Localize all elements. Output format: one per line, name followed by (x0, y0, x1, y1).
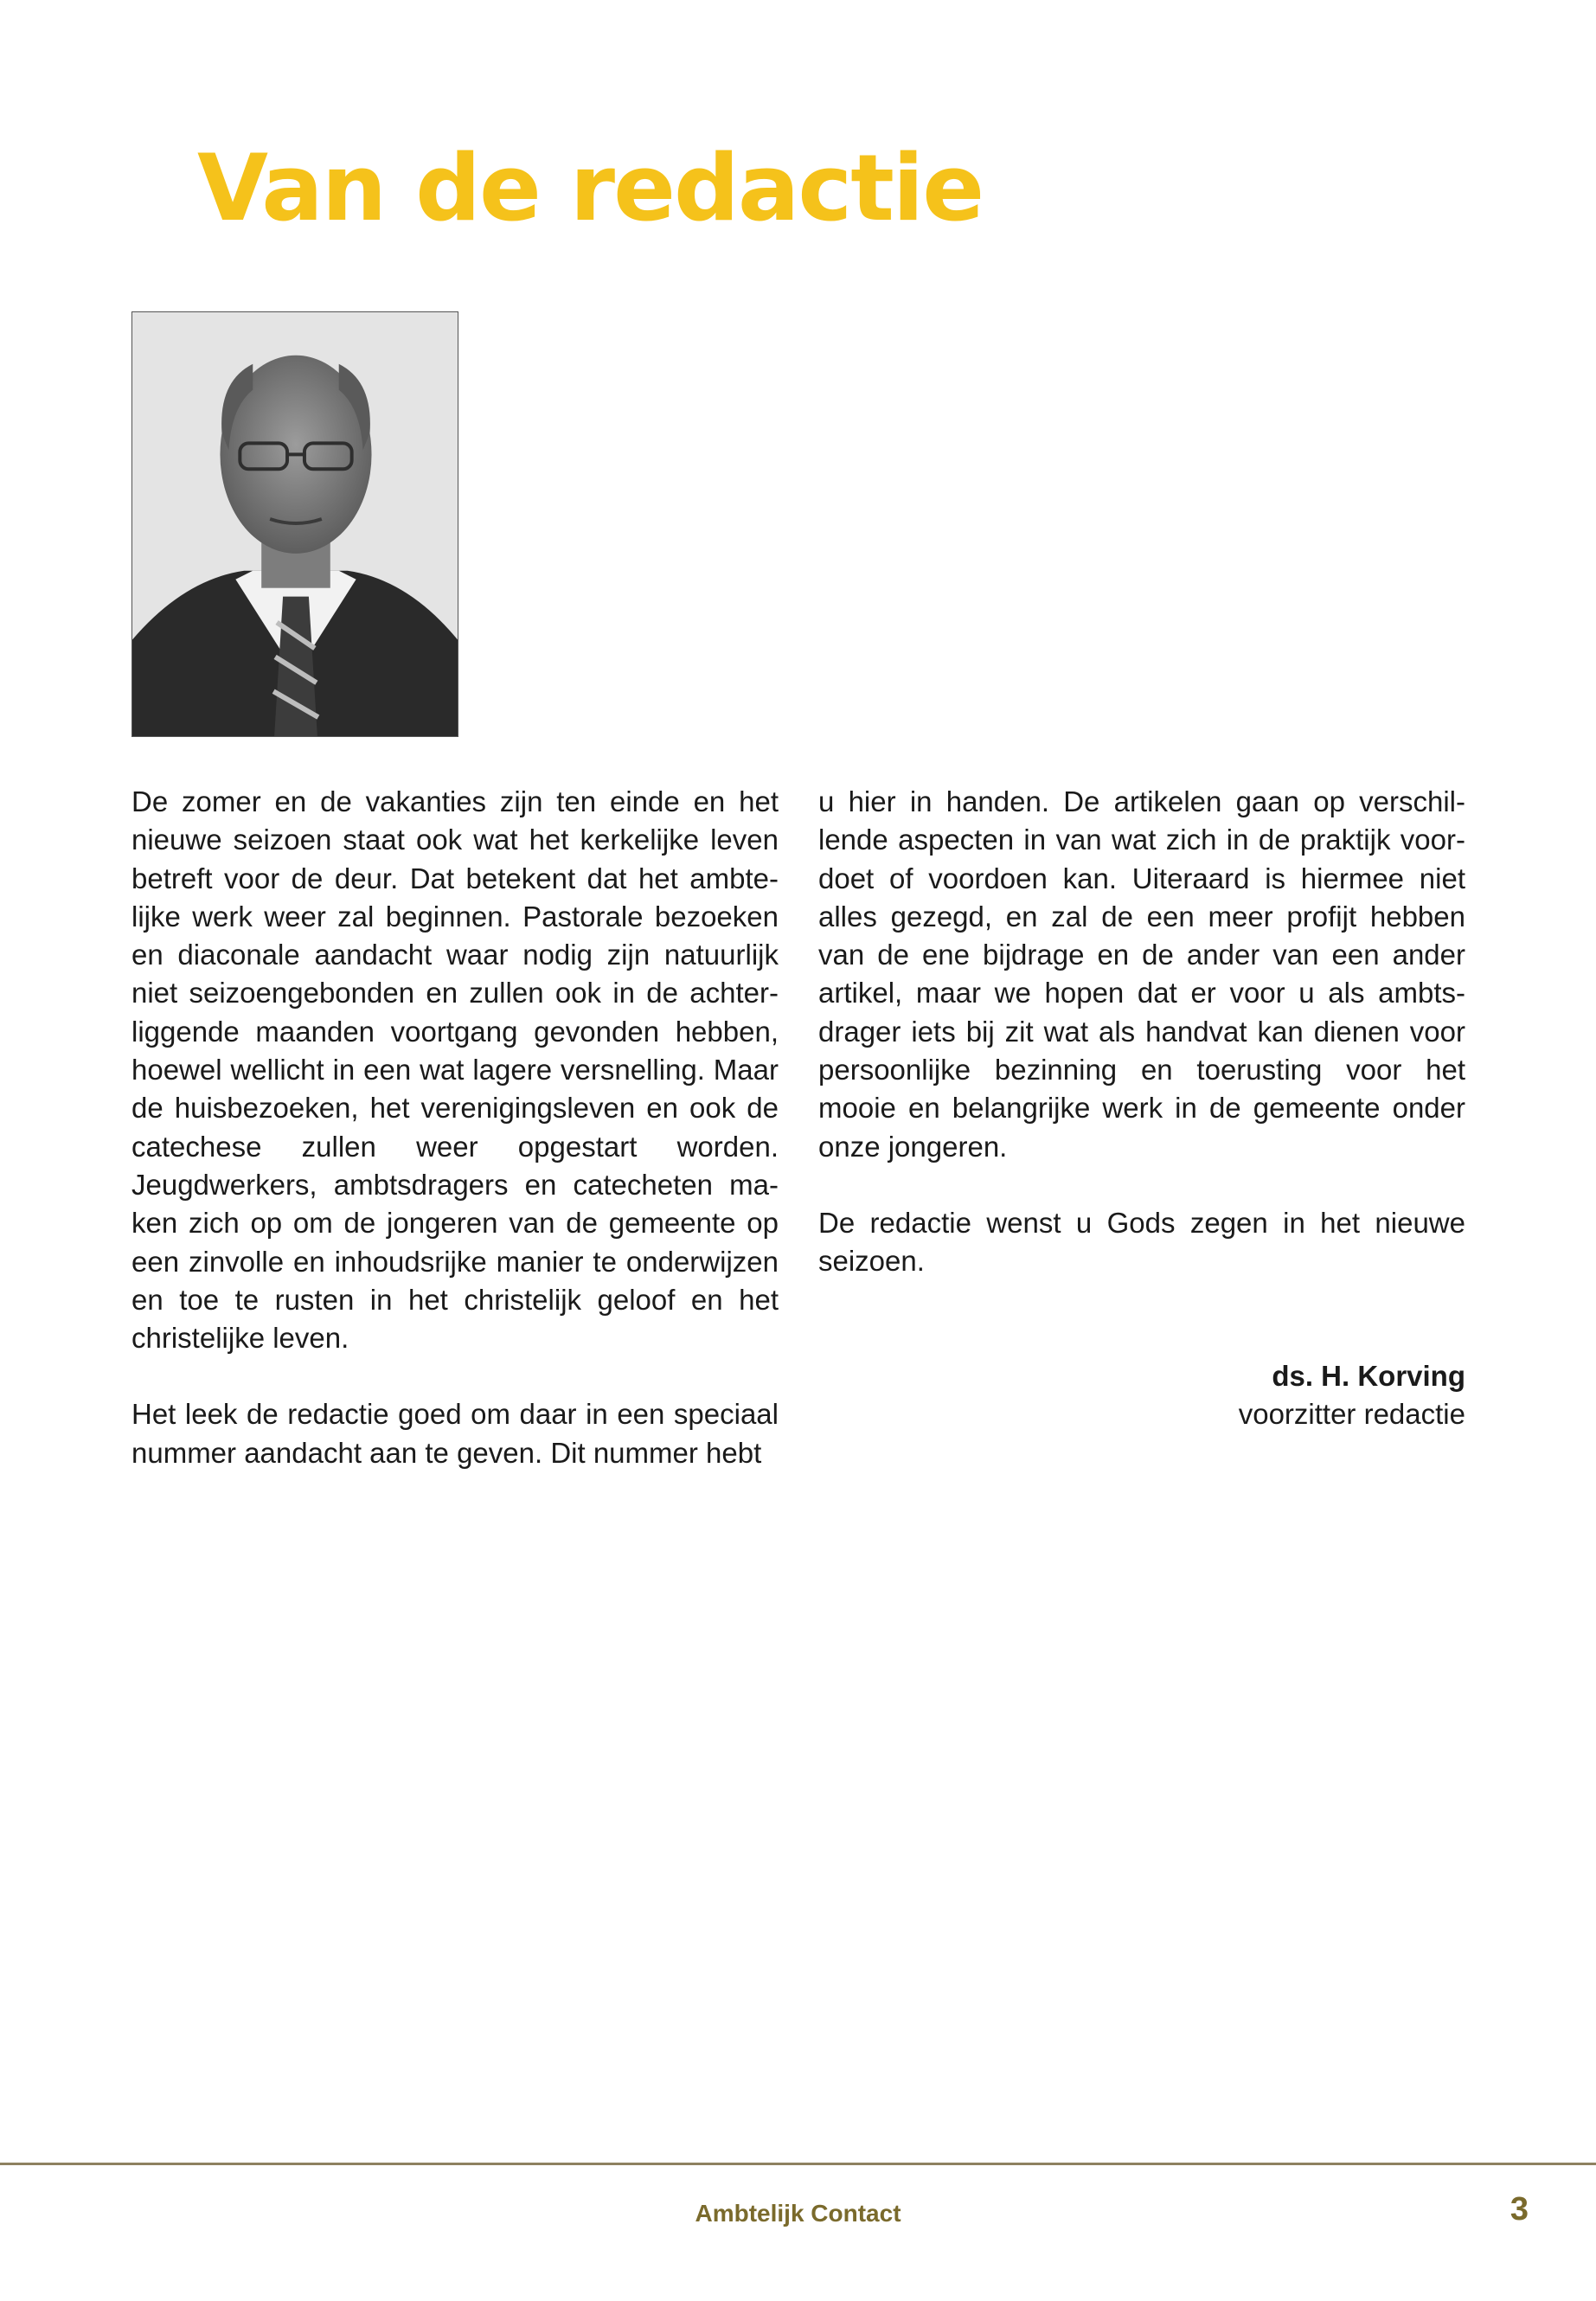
article-column-right (818, 783, 1465, 1433)
paragraph: Het leek de redactie goed om daar in een speciaal nummer aandacht aan te geven. Dit nummer hebt (131, 1398, 779, 1469)
page-number: 3 (1509, 2191, 1529, 2227)
signature-role: voorzitter redactie (1238, 1397, 1465, 1430)
author-photo (131, 311, 458, 737)
paragraph: De zomer en de vakanties zijn ten einde en het nieuwe seizoen staat ook wat het kerkelijke leven betreft voor de deur. Dat betekent dat het ambtelijke werk weer zal beginnen. Pastorale bezoeken en diaconale aandacht waar nodig zijn natuurlijk niet seizoengebonden en zullen ook in de achterliggende maanden voortgang gevonden hebben, hoewel wellicht in een wat lagere versnelling. Maar de huisbezoeken, het verenigingsleven en ook de catechese zullen weer opgestart worden. Jeugdwerkers, ambtsdragers en catecheten maken zich op om de jongeren van de gemeente op een zinvolle en inhoudsrijke manier te onderwijzen en toe te rusten in het christelijk geloof en het christelijke leven. (131, 785, 779, 1355)
footer-publication: Ambtelijk Contact (695, 2200, 901, 2227)
signature (818, 1357, 1465, 1434)
signature-name: ds. H. Korving (1272, 1359, 1465, 1392)
paragraph: u hier in handen. De artikelen gaan op verschillende aspecten in van wat zich in de praktijk voordoet of voordoen kan. Uiteraard is hiermee niet alles gezegd, en zal de een meer profijt hebben van de ene bijdrage en de ander van een ander artikel, maar we hopen dat er voor u als ambtsdrager iets bij zit wat als handvat kan dienen voor persoonlijke bezinning en toerusting voor het mooie en belangrijke werk in de gemeente onder onze jongeren. (818, 785, 1465, 1163)
page-title: Van de redactie (197, 135, 984, 241)
article-column-left (131, 783, 779, 1510)
footer-divider (0, 2163, 1596, 2165)
paragraph: De redactie wenst u Gods zegen in het nieuwe seizoen. (818, 1206, 1465, 1278)
